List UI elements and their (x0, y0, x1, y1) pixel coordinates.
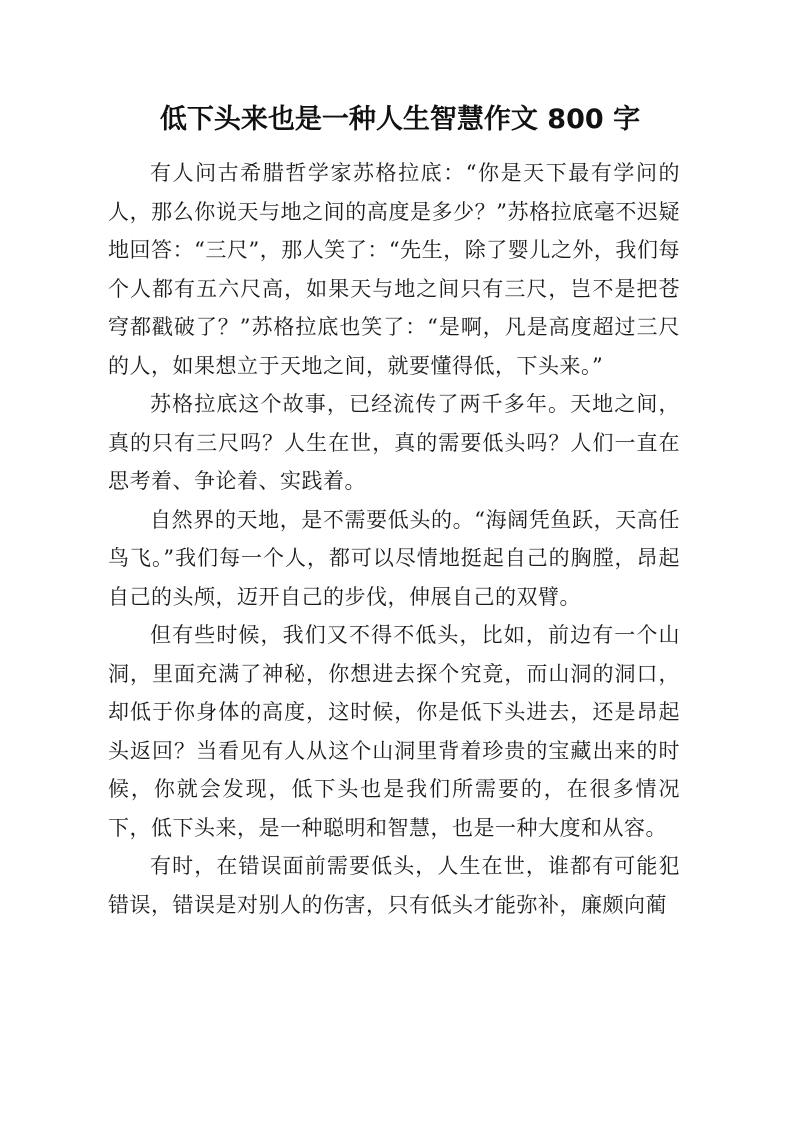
document-title: 低下头来也是一种人生智慧作文 800 字 (159, 104, 641, 135)
paragraph-2: 苏格拉底这个故事，已经流传了两千多年。天地之间，真的只有三尺吗？人生在世，真的需要低头吗？人们一直在思考着、争论着、实践着。 (108, 392, 680, 493)
paragraph-4: 但有些时候，我们又不得不低头，比如，前边有一个山洞，里面充满了神秘，你想进去探个究竟，而山洞的洞口，却低于你身体的高度，这时候，你是低下头进去，还是昂起头返回？当看见有人从这个山洞里背着珍贵的宝藏出来的时候，你就会发现，低下头也是我们所需要的，在很多情况下，低下头来，是一种聪明和智慧，也是一种大度和从容。 (108, 623, 680, 840)
paragraph-1: 有人问古希腊哲学家苏格拉底：“你是天下最有学问的人，那么你说天与地之间的高度是多少？”苏格拉底毫不迟疑地回答：“三尺”，那人笑了：“先生，除了婴儿之外，我们每个人都有五六尺高，如果天与地之间只有三尺，岂不是把苍穹都戳破了？”苏格拉底也笑了：“是啊，凡是高度超过三尺的人，如果想立于天地之间，就要懂得低，下头来。” (108, 161, 680, 378)
paragraph-3: 自然界的天地，是不需要低头的。“海阔凭鱼跃，天高任鸟飞。”我们每一个人，都可以尽情地挺起自己的胸膛，昂起自己的头颅，迈开自己的步伐，伸展自己的双臂。 (108, 507, 680, 609)
document-body (108, 154, 680, 924)
paragraph-5: 有时，在错误面前需要低头，人生在世，谁都有可能犯错误，错误是对别人的伤害，只有低头才能弥补，廉颇向蔺 (108, 854, 680, 917)
